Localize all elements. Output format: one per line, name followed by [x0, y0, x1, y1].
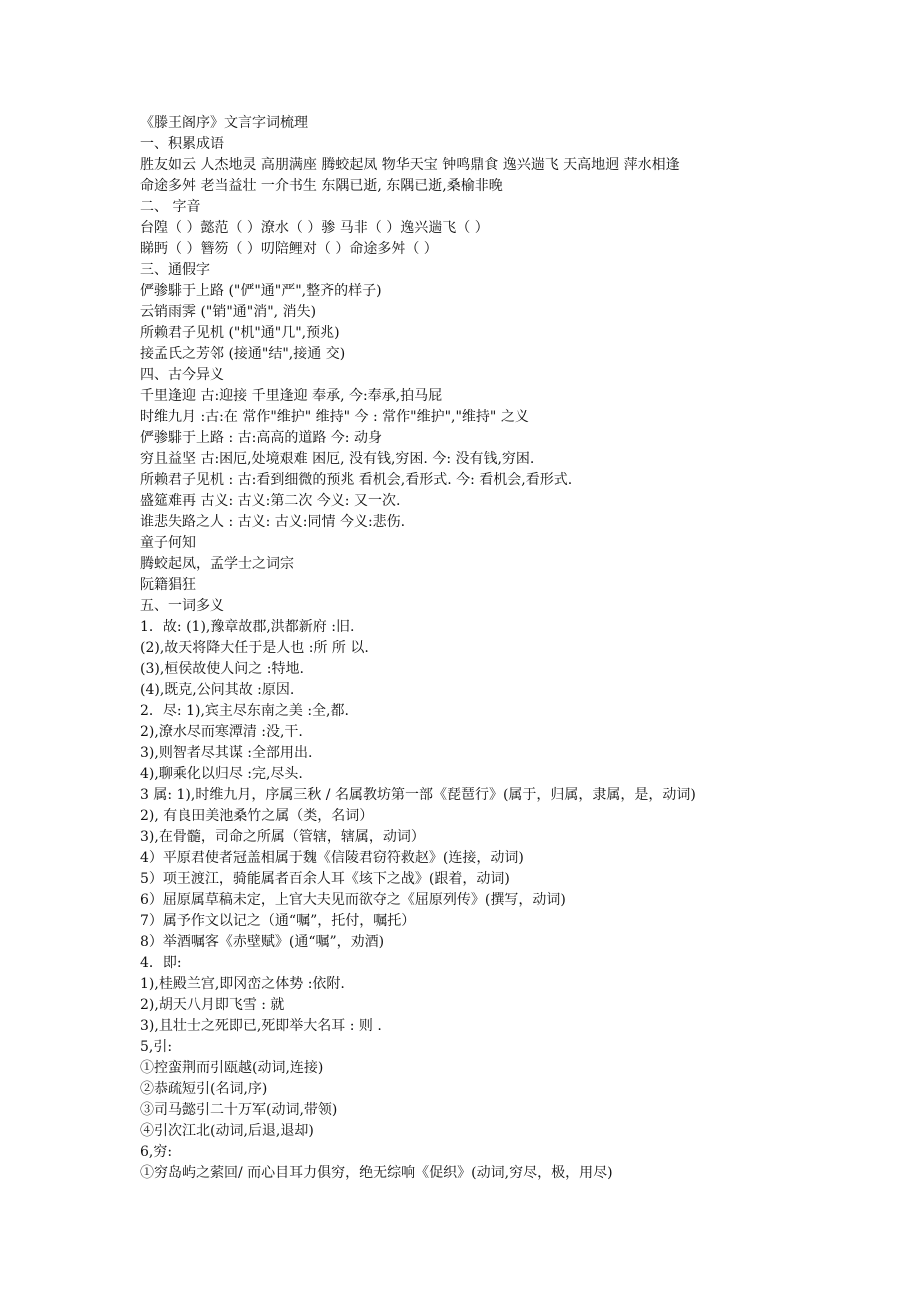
section-heading: 五、一词多义	[140, 598, 224, 614]
text-line: 命途多舛 老当益壮 一介书生 东隅已逝, 东隅已逝,桑榆非晚	[140, 178, 503, 194]
text-line: 谁悲失路之人 : 古义: 古义:同情 今义:悲伤.	[140, 514, 406, 530]
doc-title: 《滕王阁序》文言字词梳理	[140, 115, 308, 131]
text-line: 3),则智者尽其谋 :全部用出.	[140, 745, 313, 761]
text-line: 胜友如云 人杰地灵 高朋满座 腾蛟起凤 物华天宝 钟鸣鼎食 逸兴遄飞 天高地迥 萍水相逢	[140, 157, 680, 173]
document-body	[140, 113, 810, 1184]
text-line: 6,穷:	[140, 1144, 173, 1160]
text-line: 4）平原君使者冠盖相属于魏《信陵君窃符救赵》(连接，动词)	[140, 850, 524, 866]
text-line: 4),聊乘化以归尽 :完,尽头.	[140, 766, 303, 782]
text-line: 穷且益坚 古:困厄,处境艰难 困厄, 没有钱,穷困. 今: 没有钱,穷困.	[140, 451, 535, 467]
text-line: 童子何知	[140, 535, 196, 551]
text-line: 5,引:	[140, 1039, 173, 1055]
text-line: 时维九月 :古:在 常作"维护" 维持" 今 : 常作"维护","维持" 之义	[140, 409, 529, 425]
text-line: 盛筵难再 古义: 古义:第二次 今义: 又一次.	[140, 493, 401, 509]
text-line: 俨骖騑于上路 ("俨"通"严",整齐的样子)	[140, 283, 382, 299]
text-line: 睇眄（ ）簪笏（ ）叨陪鲤对（ ）命途多舛（ ）	[140, 241, 438, 257]
text-line: 腾蛟起凤，孟学士之词宗	[140, 556, 294, 572]
text-line: 2),潦水尽而寒潭清 :没,干.	[140, 724, 303, 740]
text-line: 所赖君子见机 ("机"通"几",预兆)	[140, 325, 340, 341]
text-line: 4．即:	[140, 955, 182, 971]
text-line: 所赖君子见机 : 古:看到细微的预兆 看机会,看形式. 今: 看机会,看形式.	[140, 472, 573, 488]
text-line: ④引次江北(动词,后退,退却)	[140, 1123, 314, 1139]
text-line: 2),胡天八月即飞雪 : 就	[140, 997, 285, 1013]
text-line: ①穷岛屿之萦回/ 而心目耳力俱穷，绝无综响《促织》(动词,穷尽，极，用尽)	[140, 1165, 613, 1181]
text-line: 3),且壮士之死即已,死即举大名耳 : 则 .	[140, 1018, 382, 1034]
text-line: ②恭疏短引(名词,序)	[140, 1081, 268, 1097]
text-line: 2), 有良田美池桑竹之属（类，名词）	[140, 808, 374, 824]
text-line: 1),桂殿兰宫,即冈峦之体势 :依附.	[140, 976, 345, 992]
text-line: (4),既克,公问其故 :原因.	[140, 682, 295, 698]
text-line: (2),故天将降大任于是人也 :所 所 以.	[140, 640, 369, 656]
text-line: 俨骖騑于上路 : 古:高高的道路 今: 动身	[140, 430, 382, 446]
text-line: 3 属: 1),时维九月，序属三秋 / 名属教坊第一部《琵琶行》(属于，归属，隶属，是，动词)	[140, 787, 696, 803]
text-line: 2．尽: 1),宾主尽东南之美 :全,都.	[140, 703, 349, 719]
text-line: 3),在骨髓，司命之所属（管辖，辖属，动词）	[140, 829, 425, 845]
text-line: ①控蛮荆而引瓯越(动词,连接)	[140, 1060, 324, 1076]
text-line: 接孟氏之芳邻 (接通"结",接通 交)	[140, 346, 346, 362]
text-line: 阮籍猖狂	[140, 577, 196, 593]
text-line: 8）举酒嘱客《赤壁赋》(通“嘱”，劝酒)	[140, 934, 385, 950]
text-line: 7）属予作文以记之（通“嘱”，托付，嘱托）	[140, 913, 416, 929]
section-heading: 四、古今异义	[140, 367, 224, 383]
text-line: 5）项王渡江，骑能属者百余人耳《垓下之战》(跟着，动词)	[140, 871, 510, 887]
text-line: 台隍（ ）懿范（ ）潦水（ ）骖 马非（ ）逸兴遄飞（ ）	[140, 220, 489, 236]
section-heading: 一、积累成语	[140, 136, 224, 152]
text-line: ③司马懿引二十万军(动词,带领)	[140, 1102, 338, 1118]
text-line: (3),桓侯故使人问之 :特地.	[140, 661, 304, 677]
text-line: 千里逢迎 古:迎接 千里逢迎 奉承, 今:奉承,拍马屁	[140, 388, 443, 404]
text-line: 1．故: (1),豫章故郡,洪都新府 :旧.	[140, 619, 355, 635]
section-heading: 二、 字音	[140, 199, 201, 215]
text-line: 云销雨霁 ("销"通"消", 消失)	[140, 304, 317, 320]
section-heading: 三、通假字	[140, 262, 210, 278]
text-line: 6）屈原属草稿未定，上官大夫见而欲夺之《屈原列传》(撰写，动词)	[140, 892, 566, 908]
